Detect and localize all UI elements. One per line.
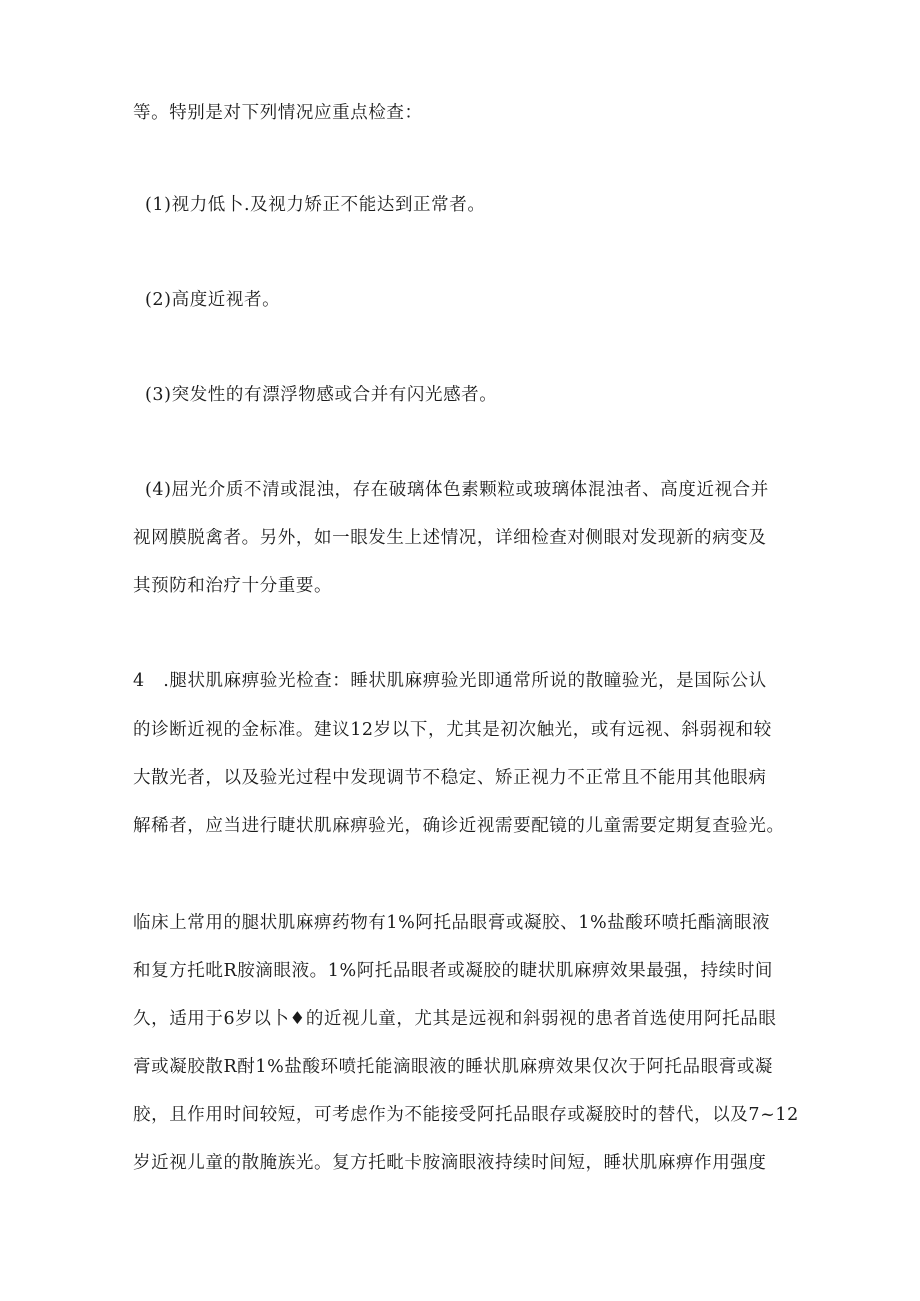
text-line: 膏或凝胶散R酎1%盐酸环喷托能滴眼液的睡状肌麻痹效果仅次于阿托品眼膏或凝 — [133, 1057, 774, 1077]
text-line: 视网膜脱禽者。另外，如一眼发生上述情况，详细检查对侧眼对发现新的病变及 — [133, 528, 767, 548]
text-line: 胶，且作用时间较短，可考虑作为不能接受阿托品眼存或凝胶时的替代，以及7~12 — [133, 1105, 799, 1125]
text-line: 4 .腿状肌麻痹验光检查：睡状肌麻痹验光即通常所说的散瞳验光，是国际公认 — [133, 671, 767, 691]
text-line: 解稀者，应当进行睫状肌麻痹验光，确诊近视需要配镜的儿童需要定期复查验光。 — [133, 816, 785, 836]
text-line: 等。特别是对下列情况应重点检查： — [133, 103, 423, 123]
text-line: 大散光者，以及验光过程中发现调节不稳定、矫正视力不正常且不能用其他眼病 — [133, 768, 767, 788]
text-line: 岁近视儿童的散腌族光。复方托毗卡胺滴眼液持续时间短，睡状肌麻痹作用强度 — [133, 1153, 767, 1173]
text-line: 的诊断近视的金标准。建议12岁以下，尤其是初次触光，或有远视、斜弱视和较 — [133, 720, 772, 740]
text-line: 久，适用于6岁以卜♦的近视儿童，尤其是远视和斜弱视的患者首选使用阿托品眼 — [133, 1009, 777, 1029]
text-line: 和复方托吡R胺滴眼液。1%阿托品眼者或凝胶的睫状肌麻痹效果最强，持续时间 — [133, 961, 774, 981]
text-line: 其预防和治疗十分重要。 — [133, 576, 333, 596]
text-line: (2)高度近视者。 — [145, 290, 281, 310]
text-line: (4)屈光介质不清或混浊，存在破璃体色素颗粒或玻璃体混浊者、高度近视合并 — [145, 480, 769, 500]
text-line: (1)视力低卜.及视力矫正不能达到正常者。 — [145, 195, 486, 215]
text-line: 临床上常用的腿状肌麻痹药物有1%阿托品眼膏或凝胶、1%盐酸环喷托酯滴眼液 — [133, 913, 771, 933]
text-line: (3)突发性的有漂浮物感或合并有闪光感者。 — [145, 385, 498, 405]
